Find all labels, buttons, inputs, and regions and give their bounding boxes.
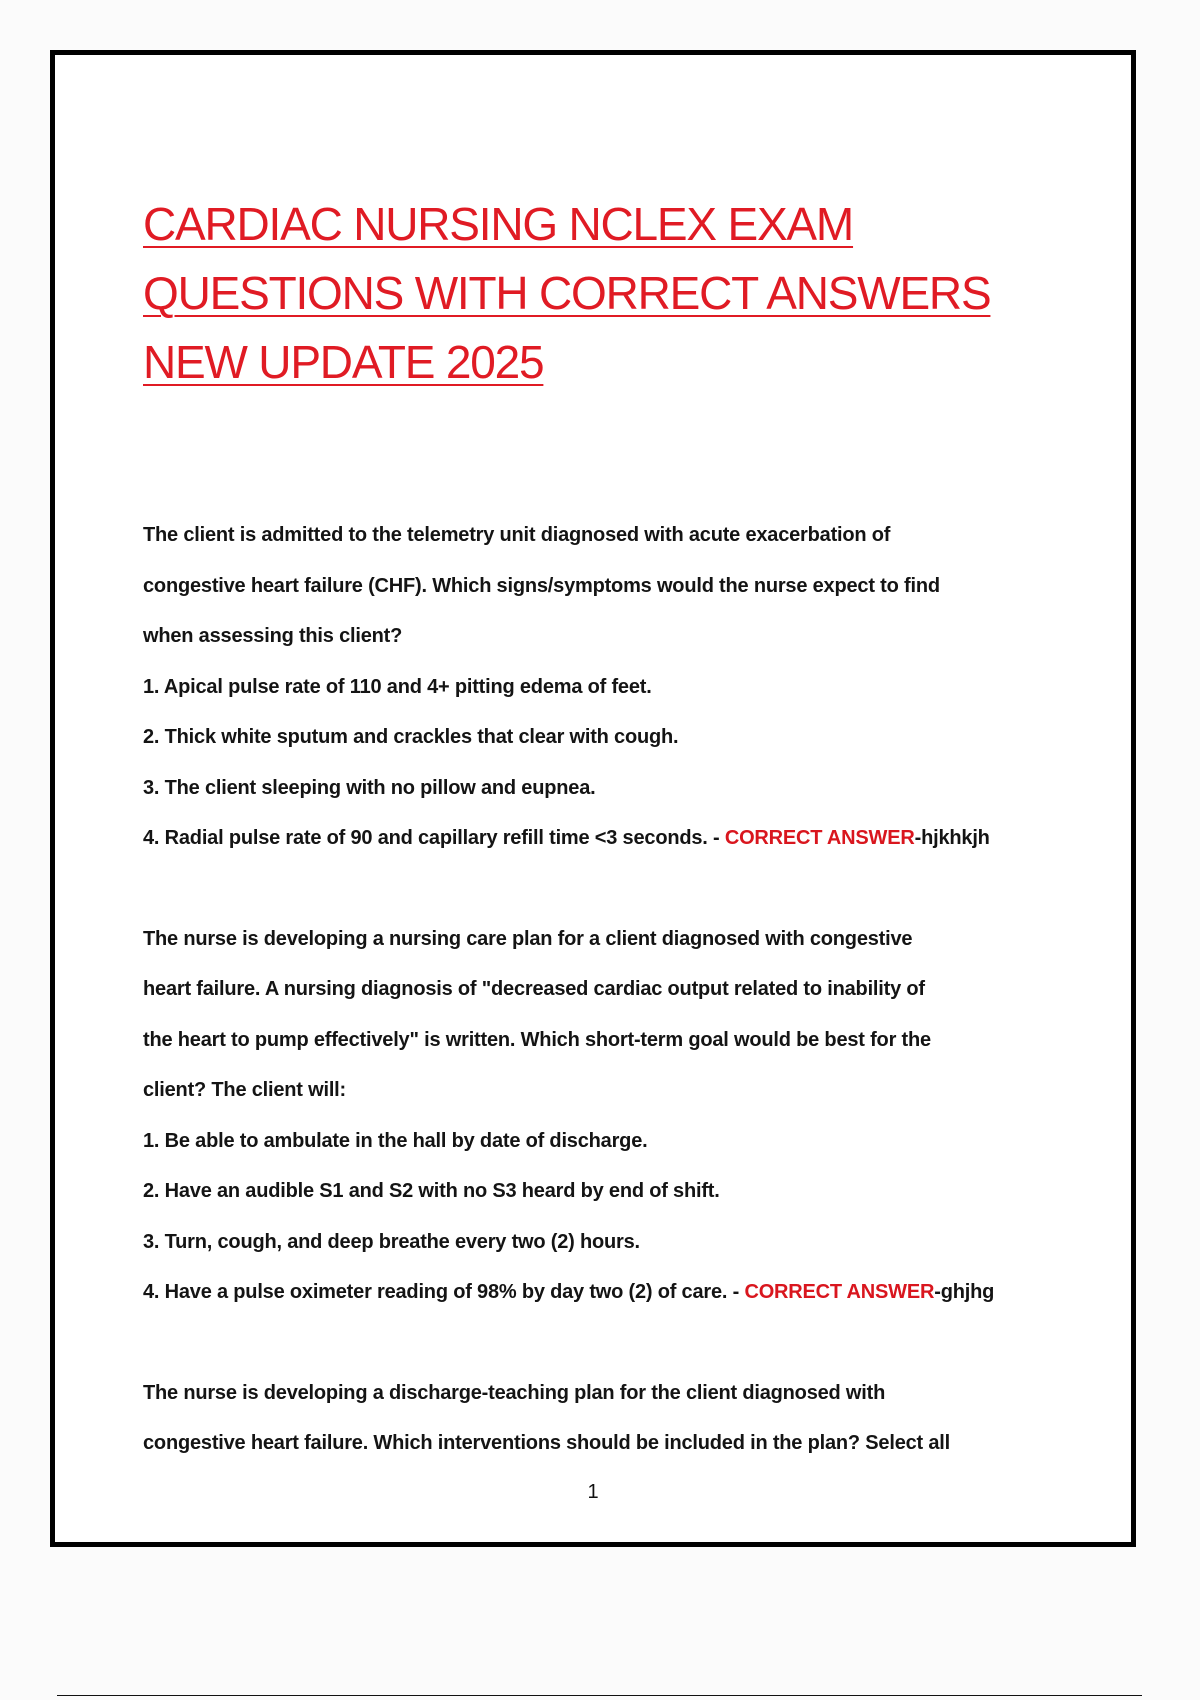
question-1-option-1: 1. Apical pulse rate of 110 and 4+ pitting edema of feet. — [143, 675, 652, 698]
question-1-stem-line: congestive heart failure (CHF). Which signs/symptoms would the nurse expect to find — [143, 574, 940, 597]
question-1-option-4: 4. Radial pulse rate of 90 and capillary refill time <3 seconds. - — [143, 827, 725, 849]
question-2-option-4-with-answer — [143, 1267, 1083, 1318]
question-3 — [143, 1368, 1083, 1469]
bottom-page-rule — [57, 1695, 1142, 1696]
question-2-option-3: 3. Turn, cough, and deep breathe every two (2) hours. — [143, 1230, 640, 1253]
question-2-stem-line: heart failure. A nursing diagnosis of "decreased cardiac output related to inability of — [143, 978, 925, 1000]
question-2-option-4: 4. Have a pulse oximeter reading of 98% by day two (2) of care. - — [143, 1281, 745, 1303]
question-1 — [143, 510, 1083, 864]
question-1-stem-line: when assessing this client? — [143, 625, 403, 647]
page-number: 1 — [587, 1481, 599, 1503]
question-2-option-2: 2. Have an audible S1 and S2 with no S3 heard by end of shift. — [143, 1180, 720, 1202]
question-1-stem-line: The client is admitted to the telemetry unit diagnosed with acute exacerbation of — [143, 524, 891, 546]
title-line: CARDIAC NURSING NCLEX EXAM — [143, 198, 854, 250]
correct-answer-label: CORRECT ANSWER — [744, 1281, 935, 1303]
question-1-option-3: 3. The client sleeping with no pillow and eupnea. — [143, 776, 596, 799]
correct-answer-text: -hjkhkjh — [914, 827, 990, 849]
document-title — [143, 190, 1043, 397]
correct-answer-text: -ghjhg — [934, 1281, 995, 1303]
question-3-stem-line: The nurse is developing a discharge-teaching plan for the client diagnosed with — [143, 1381, 886, 1404]
title-line: QUESTIONS WITH CORRECT ANSWERS — [143, 267, 991, 319]
title-line: NEW UPDATE 2025 — [143, 336, 544, 388]
question-3-stem-line: congestive heart failure. Which interventions should be included in the plan? Select all — [143, 1432, 950, 1454]
question-2-stem-line: the heart to pump effectively" is written. Which short-term goal would be best for the — [143, 1028, 931, 1051]
question-2-stem-line: client? The client will: — [143, 1079, 347, 1101]
question-2-option-1: 1. Be able to ambulate in the hall by date of discharge. — [143, 1129, 648, 1152]
question-1-option-4-with-answer — [143, 813, 1083, 864]
question-2 — [143, 914, 1083, 1318]
question-1-option-2: 2. Thick white sputum and crackles that clear with cough. — [143, 726, 679, 748]
questions-content — [143, 510, 1083, 1519]
question-2-stem-line: The nurse is developing a nursing care plan for a client diagnosed with congestive — [143, 927, 913, 950]
document-page — [50, 50, 1136, 1547]
correct-answer-label: CORRECT ANSWER — [724, 827, 915, 849]
